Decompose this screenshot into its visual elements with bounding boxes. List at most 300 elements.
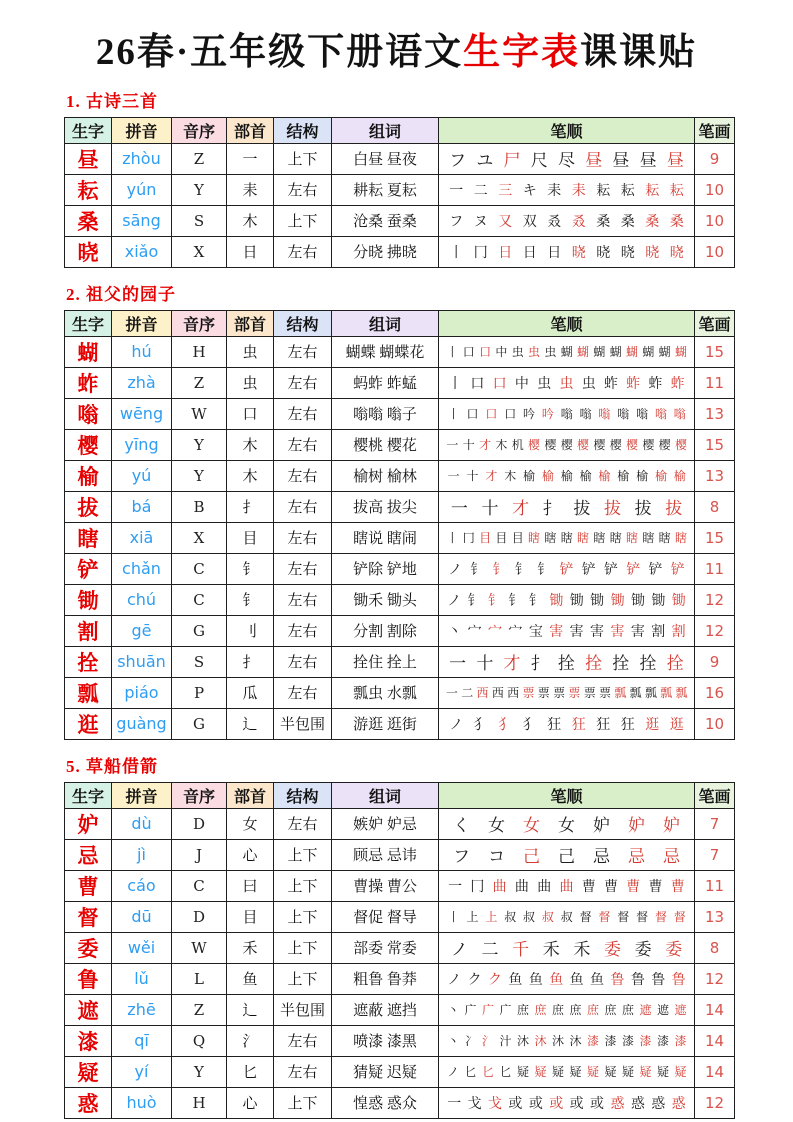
structure-cell: 左右: [274, 646, 332, 677]
stroke-count-cell: 8: [695, 932, 735, 963]
structure-cell: 左右: [274, 615, 332, 646]
title-part-prefix: 26春·五年级下册语文: [95, 32, 464, 73]
character-cell: 蝴: [65, 336, 112, 367]
structure-cell: 左右: [274, 367, 332, 398]
structure-cell: 左右: [274, 174, 332, 205]
table-row: [65, 205, 735, 236]
pinyin-cell: yú: [112, 460, 172, 491]
word-examples-cell: 嫉妒 妒忌: [332, 808, 439, 839]
column-header: 生字: [65, 310, 112, 336]
radical-cell: 虫: [227, 367, 274, 398]
character-cell: 疑: [65, 1056, 112, 1087]
stroke-order-cell: [439, 615, 695, 646]
alphabetical-initial-cell: D: [172, 808, 227, 839]
character-cell: 铲: [65, 553, 112, 584]
pinyin-cell: hú: [112, 336, 172, 367]
stroke-order-sequence: フ ヌ 又 双 叒 叒 桑 桑 桑 桑: [449, 214, 684, 230]
table-row: [65, 429, 735, 460]
radical-cell: 心: [227, 1087, 274, 1118]
alphabetical-initial-cell: L: [172, 963, 227, 994]
alphabetical-initial-cell: Y: [172, 1056, 227, 1087]
stroke-order-sequence: ノ 犭 犭 犭 狂 狂 狂 狂 逛 逛: [449, 717, 684, 733]
word-examples-cell: 瞎说 瞎闹: [332, 522, 439, 553]
pinyin-cell: zhòu: [112, 143, 172, 174]
character-cell: 委: [65, 932, 112, 963]
word-examples-cell: 白昼 昼夜: [332, 143, 439, 174]
stroke-count-cell: 14: [695, 1056, 735, 1087]
section-heading: 5. 草船借箭: [66, 756, 158, 776]
pinyin-cell: chú: [112, 584, 172, 615]
radical-cell: 刂: [227, 615, 274, 646]
section-heading: 1. 古诗三首: [66, 91, 158, 111]
alphabetical-initial-cell: Y: [172, 174, 227, 205]
radical-cell: 辶: [227, 708, 274, 739]
structure-cell: 半包围: [274, 994, 332, 1025]
radical-cell: 目: [227, 901, 274, 932]
radical-cell: 虫: [227, 336, 274, 367]
column-header: 音序: [172, 782, 227, 808]
table-row: [65, 522, 735, 553]
structure-cell: 左右: [274, 429, 332, 460]
vocab-table: [64, 310, 735, 740]
pinyin-cell: sāng: [112, 205, 172, 236]
pinyin-cell: qī: [112, 1025, 172, 1056]
alphabetical-initial-cell: Z: [172, 143, 227, 174]
word-examples-cell: 猜疑 迟疑: [332, 1056, 439, 1087]
character-cell: 惑: [65, 1087, 112, 1118]
stroke-count-cell: 15: [695, 429, 735, 460]
structure-cell: 上下: [274, 932, 332, 963]
alphabetical-initial-cell: B: [172, 491, 227, 522]
word-examples-cell: 沧桑 蚕桑: [332, 205, 439, 236]
word-examples-cell: 拴住 拴上: [332, 646, 439, 677]
column-header: 拼音: [112, 310, 172, 336]
alphabetical-initial-cell: J: [172, 839, 227, 870]
radical-cell: 氵: [227, 1025, 274, 1056]
character-cell: 逛: [65, 708, 112, 739]
character-cell: 妒: [65, 808, 112, 839]
stroke-order-sequence: 丶 冫 氵 汁 沐 沐 沐 沐 漆 漆 漆 漆 漆 漆: [446, 1034, 686, 1049]
stroke-count-cell: 10: [695, 174, 735, 205]
alphabetical-initial-cell: D: [172, 901, 227, 932]
sections-container: [64, 87, 734, 1119]
stroke-count-cell: 11: [695, 870, 735, 901]
table-row: [65, 398, 735, 429]
word-examples-cell: 顾忌 忌讳: [332, 839, 439, 870]
stroke-order-sequence: 丶 广 广 广 庶 庶 庶 庶 庶 庶 庶 遮 遮 遮: [446, 1003, 686, 1018]
table-row: [65, 491, 735, 522]
structure-cell: 左右: [274, 808, 332, 839]
stroke-count-cell: 10: [695, 205, 735, 236]
table-row: [65, 963, 735, 994]
vocab-table: [64, 782, 735, 1119]
structure-cell: 上下: [274, 143, 332, 174]
header-row: [65, 117, 735, 143]
table-row: [65, 932, 735, 963]
structure-cell: 左右: [274, 553, 332, 584]
alphabetical-initial-cell: H: [172, 336, 227, 367]
pinyin-cell: dū: [112, 901, 172, 932]
stroke-order-cell: [439, 708, 695, 739]
character-cell: 樱: [65, 429, 112, 460]
character-cell: 晓: [65, 236, 112, 267]
word-examples-cell: 拔高 拔尖: [332, 491, 439, 522]
stroke-count-cell: 7: [695, 808, 735, 839]
alphabetical-initial-cell: S: [172, 205, 227, 236]
stroke-order-sequence: 丨 冂 日 日 日 晓 晓 晓 晓 晓: [449, 245, 684, 261]
stroke-count-cell: 12: [695, 1087, 735, 1118]
column-header: 结构: [274, 310, 332, 336]
table-row: [65, 174, 735, 205]
structure-cell: 左右: [274, 398, 332, 429]
pinyin-cell: guàng: [112, 708, 172, 739]
alphabetical-initial-cell: H: [172, 1087, 227, 1118]
table-row: [65, 1087, 735, 1118]
alphabetical-initial-cell: Y: [172, 429, 227, 460]
structure-cell: 上下: [274, 870, 332, 901]
pinyin-cell: dù: [112, 808, 172, 839]
stroke-order-sequence: フ コ 己 己 忌 忌 忌: [453, 847, 680, 867]
stroke-order-cell: [439, 491, 695, 522]
structure-cell: 左右: [274, 584, 332, 615]
table-row: [65, 615, 735, 646]
page-title: [0, 0, 793, 75]
pinyin-cell: xiā: [112, 522, 172, 553]
radical-cell: 木: [227, 460, 274, 491]
radical-cell: 扌: [227, 491, 274, 522]
stroke-order-sequence: ノ 钅 钅 钅 钅 锄 锄 锄 锄 锄 锄 锄: [447, 593, 686, 609]
stroke-count-cell: 12: [695, 584, 735, 615]
stroke-count-cell: 13: [695, 901, 735, 932]
character-cell: 桑: [65, 205, 112, 236]
stroke-count-cell: 14: [695, 1025, 735, 1056]
stroke-order-sequence: ノ 二 千 禾 禾 委 委 委: [450, 940, 683, 960]
pinyin-cell: xiǎo: [112, 236, 172, 267]
character-cell: 昼: [65, 143, 112, 174]
alphabetical-initial-cell: Q: [172, 1025, 227, 1056]
stroke-count-cell: 14: [695, 994, 735, 1025]
stroke-order-sequence: ノ 钅 钅 钅 钅 铲 铲 铲 铲 铲 铲: [448, 562, 685, 578]
stroke-order-cell: [439, 870, 695, 901]
stroke-count-cell: 11: [695, 367, 735, 398]
word-examples-cell: 喷漆 漆黑: [332, 1025, 439, 1056]
word-examples-cell: 分割 割除: [332, 615, 439, 646]
column-header: 拼音: [112, 117, 172, 143]
table-row: [65, 584, 735, 615]
header-row: [65, 782, 735, 808]
stroke-order-sequence: 一 冂 曲 曲 曲 曲 曹 曹 曹 曹 曹: [448, 879, 685, 895]
word-examples-cell: 部委 常委: [332, 932, 439, 963]
stroke-order-cell: [439, 677, 695, 708]
pinyin-cell: lǔ: [112, 963, 172, 994]
stroke-order-sequence: ノ ク ク 鱼 鱼 鱼 鱼 鱼 鲁 鲁 鲁 鲁: [447, 972, 686, 988]
table-row: [65, 901, 735, 932]
character-cell: 瞎: [65, 522, 112, 553]
table-row: [65, 677, 735, 708]
stroke-order-sequence: 丨 口 口 口 吟 吟 嗡 嗡 嗡 嗡 嗡 嗡 嗡: [447, 407, 686, 422]
vocab-table: [64, 117, 735, 268]
stroke-order-cell: [439, 236, 695, 267]
stroke-order-cell: [439, 963, 695, 994]
stroke-count-cell: 12: [695, 963, 735, 994]
radical-cell: 女: [227, 808, 274, 839]
stroke-order-cell: [439, 367, 695, 398]
stroke-order-cell: [439, 429, 695, 460]
structure-cell: 半包围: [274, 708, 332, 739]
word-examples-cell: 铲除 铲地: [332, 553, 439, 584]
column-header: 部首: [227, 117, 274, 143]
pinyin-cell: yún: [112, 174, 172, 205]
pinyin-cell: bá: [112, 491, 172, 522]
stroke-count-cell: 9: [695, 646, 735, 677]
stroke-count-cell: 9: [695, 143, 735, 174]
stroke-order-sequence: く 女 女 女 妒 妒 妒: [453, 816, 680, 836]
column-header: 音序: [172, 117, 227, 143]
word-examples-cell: 分晓 拂晓: [332, 236, 439, 267]
character-cell: 曹: [65, 870, 112, 901]
column-header: 拼音: [112, 782, 172, 808]
table-row: [65, 367, 735, 398]
radical-cell: 钅: [227, 584, 274, 615]
stroke-order-sequence: 一 二 西 西 西 票 票 票 票 票 票 瓢 瓢 瓢 瓢 瓢: [445, 686, 688, 701]
pinyin-cell: gē: [112, 615, 172, 646]
column-header: 生字: [65, 782, 112, 808]
word-examples-cell: 嗡嗡 嗡子: [332, 398, 439, 429]
table-row: [65, 236, 735, 267]
alphabetical-initial-cell: S: [172, 646, 227, 677]
character-cell: 割: [65, 615, 112, 646]
word-examples-cell: 惶惑 惑众: [332, 1087, 439, 1118]
stroke-order-sequence: 一 十 才 木 机 樱 樱 樱 樱 樱 樱 樱 樱 樱 樱: [446, 438, 687, 453]
stroke-order-cell: [439, 839, 695, 870]
alphabetical-initial-cell: W: [172, 932, 227, 963]
radical-cell: 目: [227, 522, 274, 553]
stroke-order-sequence: ノ 匕 匕 匕 疑 疑 疑 疑 疑 疑 疑 疑 疑 疑: [446, 1065, 686, 1080]
stroke-count-cell: 15: [695, 522, 735, 553]
column-header: 笔顺: [439, 117, 695, 143]
stroke-count-cell: 15: [695, 336, 735, 367]
table-row: [65, 1056, 735, 1087]
stroke-order-sequence: 丨 冂 目 目 目 瞎 瞎 瞎 瞎 瞎 瞎 瞎 瞎 瞎 瞎: [446, 531, 687, 546]
stroke-count-cell: 13: [695, 398, 735, 429]
table-row: [65, 870, 735, 901]
character-cell: 漆: [65, 1025, 112, 1056]
pinyin-cell: wěi: [112, 932, 172, 963]
structure-cell: 左右: [274, 1056, 332, 1087]
stroke-order-sequence: フ ユ 尸 尺 尽 昼 昼 昼 昼: [449, 151, 684, 171]
column-header: 组词: [332, 310, 439, 336]
word-examples-cell: 锄禾 锄头: [332, 584, 439, 615]
stroke-count-cell: 13: [695, 460, 735, 491]
stroke-order-cell: [439, 808, 695, 839]
structure-cell: 左右: [274, 336, 332, 367]
radical-cell: 曰: [227, 870, 274, 901]
radical-cell: 耒: [227, 174, 274, 205]
stroke-order-cell: [439, 174, 695, 205]
word-examples-cell: 遮蔽 遮挡: [332, 994, 439, 1025]
alphabetical-initial-cell: W: [172, 398, 227, 429]
table-row: [65, 708, 735, 739]
word-examples-cell: 曹操 曹公: [332, 870, 439, 901]
table-row: [65, 1025, 735, 1056]
word-examples-cell: 蚂蚱 蚱蜢: [332, 367, 439, 398]
table-row: [65, 646, 735, 677]
column-header: 笔顺: [439, 782, 695, 808]
structure-cell: 上下: [274, 901, 332, 932]
stroke-order-cell: [439, 522, 695, 553]
section-heading: 2. 祖父的园子: [66, 284, 176, 304]
table-row: [65, 143, 735, 174]
stroke-order-cell: [439, 460, 695, 491]
column-header: 笔顺: [439, 310, 695, 336]
alphabetical-initial-cell: Z: [172, 994, 227, 1025]
pinyin-cell: zhē: [112, 994, 172, 1025]
character-cell: 督: [65, 901, 112, 932]
pinyin-cell: yīng: [112, 429, 172, 460]
stroke-count-cell: 7: [695, 839, 735, 870]
column-header: 生字: [65, 117, 112, 143]
alphabetical-initial-cell: G: [172, 708, 227, 739]
stroke-order-sequence: 一 十 才 扌 拴 拴 拴 拴 拴: [449, 654, 684, 674]
character-cell: 拔: [65, 491, 112, 522]
stroke-order-cell: [439, 1056, 695, 1087]
stroke-order-sequence: 丨 口 口 中 虫 虫 虫 蝴 蝴 蝴 蝴 蝴 蝴 蝴 蝴: [446, 345, 687, 360]
alphabetical-initial-cell: P: [172, 677, 227, 708]
stroke-count-cell: 10: [695, 708, 735, 739]
character-cell: 忌: [65, 839, 112, 870]
table-row: [65, 336, 735, 367]
radical-cell: 辶: [227, 994, 274, 1025]
character-cell: 蚱: [65, 367, 112, 398]
word-examples-cell: 瓢虫 水瓢: [332, 677, 439, 708]
pinyin-cell: piáo: [112, 677, 172, 708]
structure-cell: 左右: [274, 1025, 332, 1056]
stroke-order-cell: [439, 553, 695, 584]
radical-cell: 木: [227, 205, 274, 236]
structure-cell: 上下: [274, 839, 332, 870]
radical-cell: 心: [227, 839, 274, 870]
column-header: 笔画: [695, 310, 735, 336]
character-cell: 耘: [65, 174, 112, 205]
structure-cell: 左右: [274, 460, 332, 491]
column-header: 组词: [332, 117, 439, 143]
stroke-order-cell: [439, 205, 695, 236]
alphabetical-initial-cell: X: [172, 236, 227, 267]
alphabetical-initial-cell: Z: [172, 367, 227, 398]
column-header: 笔画: [695, 117, 735, 143]
character-cell: 瓢: [65, 677, 112, 708]
stroke-count-cell: 10: [695, 236, 735, 267]
table-row: [65, 994, 735, 1025]
title-part-highlight: 生字表: [463, 32, 581, 73]
stroke-count-cell: 11: [695, 553, 735, 584]
structure-cell: 上下: [274, 963, 332, 994]
character-cell: 榆: [65, 460, 112, 491]
table-row: [65, 839, 735, 870]
table-row: [65, 553, 735, 584]
pinyin-cell: jì: [112, 839, 172, 870]
word-examples-cell: 耕耘 夏耘: [332, 174, 439, 205]
stroke-order-cell: [439, 646, 695, 677]
column-header: 结构: [274, 117, 332, 143]
structure-cell: 左右: [274, 677, 332, 708]
stroke-order-sequence: 丨 口 口 中 虫 虫 虫 蚱 蚱 蚱 蚱: [448, 376, 685, 392]
word-examples-cell: 督促 督导: [332, 901, 439, 932]
column-header: 部首: [227, 782, 274, 808]
pinyin-cell: zhà: [112, 367, 172, 398]
stroke-order-cell: [439, 1025, 695, 1056]
radical-cell: 钅: [227, 553, 274, 584]
word-examples-cell: 樱桃 樱花: [332, 429, 439, 460]
character-cell: 鲁: [65, 963, 112, 994]
character-cell: 遮: [65, 994, 112, 1025]
radical-cell: 口: [227, 398, 274, 429]
column-header: 组词: [332, 782, 439, 808]
stroke-count-cell: 16: [695, 677, 735, 708]
radical-cell: 鱼: [227, 963, 274, 994]
stroke-order-cell: [439, 1087, 695, 1118]
header-row: [65, 310, 735, 336]
radical-cell: 瓜: [227, 677, 274, 708]
stroke-order-cell: [439, 143, 695, 174]
stroke-count-cell: 12: [695, 615, 735, 646]
structure-cell: 左右: [274, 491, 332, 522]
character-cell: 锄: [65, 584, 112, 615]
stroke-order-sequence: 丨 上 上 叔 叔 叔 叔 督 督 督 督 督 督: [447, 910, 686, 925]
alphabetical-initial-cell: G: [172, 615, 227, 646]
word-examples-cell: 榆树 榆林: [332, 460, 439, 491]
alphabetical-initial-cell: X: [172, 522, 227, 553]
stroke-order-sequence: 丶 宀 宀 宀 宝 害 害 害 害 害 割 割: [447, 624, 686, 640]
alphabetical-initial-cell: Y: [172, 460, 227, 491]
column-header: 音序: [172, 310, 227, 336]
table-row: [65, 808, 735, 839]
stroke-order-sequence: 一 十 才 扌 拔 拔 拔 拔: [450, 499, 683, 519]
column-header: 笔画: [695, 782, 735, 808]
alphabetical-initial-cell: C: [172, 553, 227, 584]
structure-cell: 上下: [274, 1087, 332, 1118]
title-part-suffix: 课课贴: [580, 32, 698, 73]
stroke-order-cell: [439, 398, 695, 429]
word-examples-cell: 游逛 逛街: [332, 708, 439, 739]
stroke-count-cell: 8: [695, 491, 735, 522]
radical-cell: 日: [227, 236, 274, 267]
radical-cell: 木: [227, 429, 274, 460]
column-header: 部首: [227, 310, 274, 336]
pinyin-cell: wēng: [112, 398, 172, 429]
stroke-order-cell: [439, 336, 695, 367]
alphabetical-initial-cell: C: [172, 870, 227, 901]
stroke-order-cell: [439, 932, 695, 963]
stroke-order-cell: [439, 901, 695, 932]
radical-cell: 禾: [227, 932, 274, 963]
word-examples-cell: 粗鲁 鲁莽: [332, 963, 439, 994]
structure-cell: 上下: [274, 205, 332, 236]
structure-cell: 左右: [274, 236, 332, 267]
radical-cell: 扌: [227, 646, 274, 677]
character-cell: 嗡: [65, 398, 112, 429]
pinyin-cell: cáo: [112, 870, 172, 901]
stroke-order-sequence: 一 二 三 キ 耒 耒 耘 耘 耘 耘: [449, 183, 684, 199]
stroke-order-cell: [439, 584, 695, 615]
radical-cell: 一: [227, 143, 274, 174]
word-examples-cell: 蝴蝶 蝴蝶花: [332, 336, 439, 367]
alphabetical-initial-cell: C: [172, 584, 227, 615]
stroke-order-sequence: 一 十 才 木 榆 榆 榆 榆 榆 榆 榆 榆 榆: [447, 469, 686, 484]
character-cell: 拴: [65, 646, 112, 677]
radical-cell: 匕: [227, 1056, 274, 1087]
stroke-order-cell: [439, 994, 695, 1025]
